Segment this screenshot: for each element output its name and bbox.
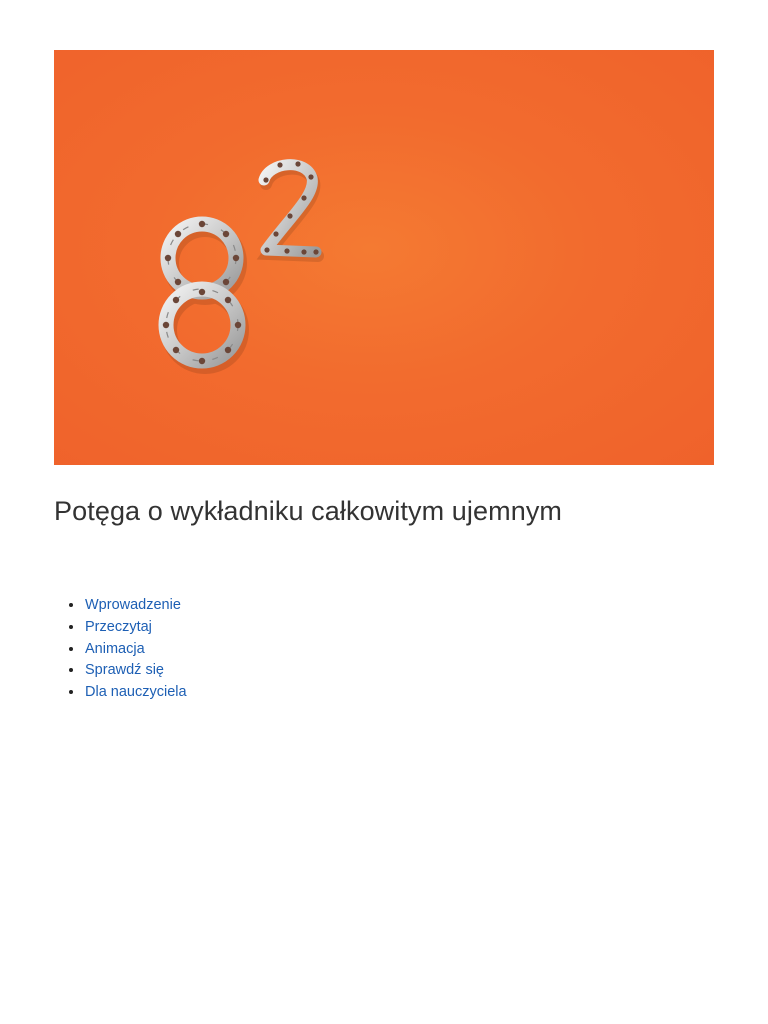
bullet-icon [69, 668, 73, 672]
table-of-contents [54, 595, 187, 704]
toc-link-sprawdz-sie[interactable]: Sprawdź się [85, 662, 164, 679]
hero-image [54, 50, 714, 465]
toc-link-wprowadzenie[interactable]: Wprowadzenie [85, 597, 181, 613]
bullet-icon [69, 647, 73, 651]
toc-item [54, 682, 187, 704]
toc-item [54, 617, 187, 639]
bike-chain-eight-squared-image [54, 50, 714, 465]
toc-item [54, 660, 187, 682]
bullet-icon [69, 603, 73, 607]
toc-link-przeczytaj[interactable]: Przeczytaj [85, 618, 152, 635]
toc-item [54, 639, 187, 661]
bullet-icon [69, 625, 73, 629]
page-title: Potęga o wykładniku całkowitym ujemnym [54, 496, 563, 526]
toc-item [54, 595, 187, 617]
bullet-icon [69, 690, 73, 694]
toc-link-animacja[interactable]: Animacja [85, 640, 145, 657]
toc-link-dla-nauczyciela[interactable]: Dla nauczyciela [85, 684, 187, 701]
